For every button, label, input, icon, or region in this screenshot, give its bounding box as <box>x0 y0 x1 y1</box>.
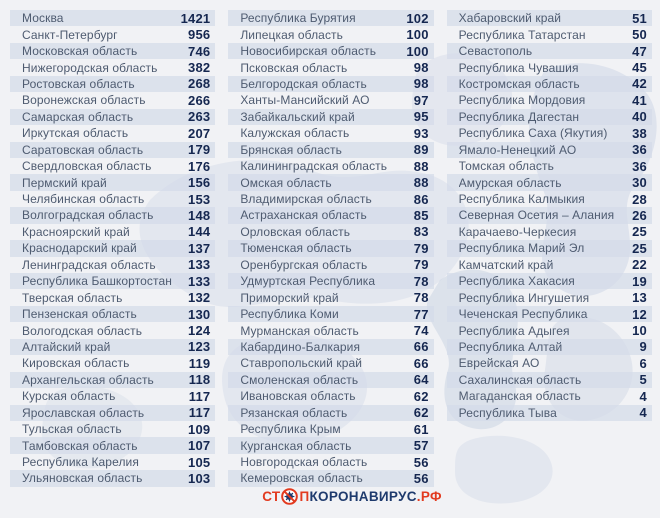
region-value: 100 <box>406 27 429 43</box>
region-name: Ярославская область <box>22 405 145 420</box>
region-value: 100 <box>406 43 429 59</box>
region-value: 263 <box>188 109 211 125</box>
stats-column-2 <box>228 10 433 487</box>
region-value: 123 <box>188 339 211 355</box>
region-name: Удмуртская Республика <box>240 274 376 289</box>
region-value: 956 <box>188 27 211 43</box>
table-row <box>447 388 652 404</box>
region-name: Карачаево-Черкесия <box>458 224 577 239</box>
region-name: Алтайский край <box>22 339 111 354</box>
region-name: Ставропольский край <box>240 356 363 371</box>
table-row <box>447 76 652 92</box>
region-value: 83 <box>413 224 429 240</box>
region-value: 56 <box>413 470 429 486</box>
region-name: Ульяновская область <box>22 471 143 486</box>
region-name: Республика Алтай <box>458 339 563 354</box>
region-value: 28 <box>632 191 647 207</box>
table-row <box>10 10 215 26</box>
table-row <box>447 142 652 158</box>
region-value: 119 <box>188 355 211 371</box>
region-value: 207 <box>188 125 211 141</box>
region-name: Новосибирская область <box>240 44 377 59</box>
region-name: Курганская область <box>240 438 352 453</box>
table-row <box>447 26 652 42</box>
region-value: 98 <box>413 60 429 76</box>
table-row <box>10 109 215 125</box>
region-name: Кемеровская область <box>240 471 363 486</box>
region-value: 176 <box>188 158 211 174</box>
region-value: 117 <box>188 388 211 404</box>
table-row <box>228 10 433 26</box>
table-row <box>447 372 652 388</box>
region-value: 40 <box>632 109 647 125</box>
table-row <box>447 207 652 223</box>
region-value: 50 <box>632 27 647 43</box>
region-name: Санкт-Петербург <box>22 27 118 42</box>
region-value: 22 <box>632 257 647 273</box>
stats-column-1 <box>10 10 215 487</box>
region-name: Архангельская область <box>22 372 154 387</box>
region-value: 62 <box>413 388 429 404</box>
table-row <box>10 470 215 486</box>
region-name: Республика Хакасия <box>458 274 575 289</box>
table-row <box>228 470 433 486</box>
table-row <box>10 59 215 75</box>
region-value: 10 <box>632 323 647 339</box>
region-name: Волгоградская область <box>22 208 154 223</box>
region-value: 38 <box>632 125 647 141</box>
table-row <box>10 224 215 240</box>
region-name: Хабаровский край <box>458 11 562 26</box>
region-name: Кировская область <box>22 356 130 371</box>
region-name: Республика Татарстан <box>458 27 586 42</box>
table-row <box>228 174 433 190</box>
region-name: Астраханская область <box>240 208 367 223</box>
table-row <box>447 174 652 190</box>
region-value: 30 <box>632 175 647 191</box>
region-value: 86 <box>413 191 429 207</box>
region-name: Забайкальский край <box>240 109 355 124</box>
table-row <box>447 240 652 256</box>
logo-container <box>0 488 660 505</box>
region-value: 105 <box>188 454 211 470</box>
table-row <box>447 306 652 322</box>
region-value: 88 <box>413 175 429 191</box>
region-name: Пензенская область <box>22 307 137 322</box>
region-name: Иркутская область <box>22 126 129 141</box>
table-row <box>228 26 433 42</box>
table-row <box>447 322 652 338</box>
logo-text-koronavirus: КОРОНАВИРУС <box>309 489 417 504</box>
region-value: 12 <box>632 306 647 322</box>
region-value: 102 <box>406 10 429 26</box>
table-row <box>447 158 652 174</box>
table-row <box>10 388 215 404</box>
region-name: Калужская область <box>240 126 350 141</box>
region-name: Омская область <box>240 175 332 190</box>
logo-text-st: СТ <box>262 489 281 504</box>
region-value: 36 <box>632 142 647 158</box>
region-value: 109 <box>188 421 211 437</box>
table-row <box>447 125 652 141</box>
region-name: Кабардино-Балкария <box>240 339 361 354</box>
table-row <box>447 191 652 207</box>
region-value: 79 <box>413 257 429 273</box>
region-name: Республика Тыва <box>458 405 557 420</box>
region-name: Самарская область <box>22 109 134 124</box>
region-value: 13 <box>632 290 647 306</box>
region-name: Республика Калмыкия <box>458 192 585 207</box>
region-value: 156 <box>188 175 211 191</box>
region-name: Ивановская область <box>240 389 356 404</box>
region-value: 47 <box>632 43 647 59</box>
region-value: 79 <box>413 240 429 256</box>
region-name: Республика Ингушетия <box>458 290 590 305</box>
table-row <box>447 339 652 355</box>
region-value: 4 <box>639 388 647 404</box>
table-row <box>228 421 433 437</box>
region-name: Республика Карелия <box>22 455 139 470</box>
region-value: 95 <box>413 109 429 125</box>
table-row <box>228 76 433 92</box>
region-value: 746 <box>188 43 211 59</box>
table-row <box>447 257 652 273</box>
table-row <box>228 191 433 207</box>
region-value: 74 <box>413 323 429 339</box>
region-name: Мурманская область <box>240 323 359 338</box>
table-row <box>447 405 652 421</box>
region-name: Московская область <box>22 44 138 59</box>
table-row <box>10 174 215 190</box>
region-value: 62 <box>413 405 429 421</box>
region-name: Курская область <box>22 389 116 404</box>
region-name: Ленинградская область <box>22 257 156 272</box>
region-value: 144 <box>188 224 211 240</box>
region-value: 78 <box>413 290 429 306</box>
table-row <box>228 306 433 322</box>
region-name: Республика Крым <box>240 422 341 437</box>
region-value: 118 <box>188 372 211 388</box>
region-name: Республика Башкортостан <box>22 274 172 289</box>
region-name: Камчатский край <box>458 257 554 272</box>
region-value: 117 <box>188 405 211 421</box>
stopcoronavirus-logo <box>262 488 442 505</box>
region-name: Республика Марий Эл <box>458 241 585 256</box>
region-value: 56 <box>413 454 429 470</box>
region-name: Ханты-Мансийский АО <box>240 93 370 108</box>
table-row <box>10 207 215 223</box>
region-name: Северная Осетия – Алания <box>458 208 615 223</box>
region-value: 97 <box>413 92 429 108</box>
region-name: Чеченская Республика <box>458 307 588 322</box>
region-name: Калининградская область <box>240 159 388 174</box>
region-value: 88 <box>413 158 429 174</box>
region-name: Орловская область <box>240 224 351 239</box>
table-row <box>10 26 215 42</box>
table-row <box>228 322 433 338</box>
region-name: Севастополь <box>458 44 533 59</box>
region-value: 89 <box>413 142 429 158</box>
region-value: 132 <box>188 290 211 306</box>
table-row <box>228 224 433 240</box>
region-name: Владимирская область <box>240 192 372 207</box>
table-row <box>10 372 215 388</box>
region-name: Амурская область <box>458 175 562 190</box>
region-name: Рязанская область <box>240 405 348 420</box>
region-name: Сахалинская область <box>458 372 582 387</box>
region-name: Республика Бурятия <box>240 11 356 26</box>
region-value: 57 <box>413 438 429 454</box>
table-row <box>447 10 652 26</box>
region-name: Ямало-Ненецкий АО <box>458 142 577 157</box>
region-name: Свердловская область <box>22 159 152 174</box>
region-name: Липецкая область <box>240 27 344 42</box>
region-value: 36 <box>632 158 647 174</box>
table-row <box>10 454 215 470</box>
table-row <box>447 92 652 108</box>
region-name: Тамбовская область <box>22 438 138 453</box>
table-row <box>228 355 433 371</box>
region-value: 61 <box>413 421 429 437</box>
table-row <box>447 289 652 305</box>
table-row <box>10 142 215 158</box>
table-row <box>228 273 433 289</box>
table-row <box>10 289 215 305</box>
table-row <box>10 322 215 338</box>
table-row <box>228 289 433 305</box>
region-value: 85 <box>413 207 429 223</box>
region-value: 153 <box>188 191 211 207</box>
table-row <box>10 339 215 355</box>
region-value: 268 <box>188 76 211 92</box>
table-row <box>228 59 433 75</box>
region-value: 41 <box>632 92 647 108</box>
region-value: 103 <box>188 470 211 486</box>
region-name: Республика Мордовия <box>458 93 586 108</box>
region-name: Магаданская область <box>458 389 581 404</box>
region-name: Оренбургская область <box>240 257 368 272</box>
region-name: Костромская область <box>458 76 580 91</box>
region-value: 26 <box>632 207 647 223</box>
table-row <box>228 92 433 108</box>
region-name: Псковская область <box>240 60 348 75</box>
region-name: Вологодская область <box>22 323 143 338</box>
region-value: 98 <box>413 76 429 92</box>
region-name: Республика Коми <box>240 307 339 322</box>
region-value: 130 <box>188 306 211 322</box>
table-row <box>228 405 433 421</box>
table-row <box>10 437 215 453</box>
table-row <box>10 306 215 322</box>
table-row <box>10 158 215 174</box>
region-name: Приморский край <box>240 290 339 305</box>
region-name: Тюменская область <box>240 241 352 256</box>
region-name: Новгородская область <box>240 455 368 470</box>
table-row <box>447 59 652 75</box>
region-value: 5 <box>639 372 647 388</box>
region-name: Москва <box>22 11 64 26</box>
table-row <box>10 125 215 141</box>
region-name: Нижегородская область <box>22 60 158 75</box>
region-value: 133 <box>188 257 211 273</box>
table-row <box>228 388 433 404</box>
region-value: 19 <box>632 273 647 289</box>
table-row <box>10 421 215 437</box>
region-name: Республика Дагестан <box>458 109 580 124</box>
table-row <box>447 109 652 125</box>
region-value: 266 <box>188 92 211 108</box>
region-value: 25 <box>632 224 647 240</box>
region-value: 25 <box>632 240 647 256</box>
region-value: 124 <box>188 323 211 339</box>
region-value: 133 <box>188 273 211 289</box>
region-name: Республика Саха (Якутия) <box>458 126 608 141</box>
region-value: 6 <box>639 355 647 371</box>
region-value: 148 <box>188 207 211 223</box>
region-value: 4 <box>639 405 647 421</box>
table-row <box>228 109 433 125</box>
region-name: Тверская область <box>22 290 123 305</box>
virus-prohibition-icon <box>281 488 298 505</box>
table-row <box>447 43 652 59</box>
region-name: Еврейская АО <box>458 356 540 371</box>
region-value: 179 <box>188 142 211 158</box>
table-row <box>10 355 215 371</box>
region-value: 9 <box>639 339 647 355</box>
stats-column-3 <box>447 10 652 487</box>
table-row <box>228 257 433 273</box>
table-row <box>228 454 433 470</box>
table-row <box>228 207 433 223</box>
region-value: 77 <box>413 306 429 322</box>
region-name: Красноярский край <box>22 224 130 239</box>
region-value: 382 <box>188 60 211 76</box>
table-row <box>447 355 652 371</box>
region-name: Саратовская область <box>22 142 144 157</box>
table-row <box>228 437 433 453</box>
table-row <box>10 43 215 59</box>
region-value: 93 <box>413 125 429 141</box>
region-name: Пермский край <box>22 175 107 190</box>
table-row <box>10 76 215 92</box>
logo-text-p: П <box>299 489 310 504</box>
table-row <box>447 273 652 289</box>
table-row <box>10 191 215 207</box>
region-value: 51 <box>632 10 647 26</box>
table-row <box>228 125 433 141</box>
stats-columns <box>0 10 660 487</box>
region-value: 1421 <box>180 10 211 26</box>
table-row <box>228 372 433 388</box>
table-row <box>228 158 433 174</box>
table-row <box>228 240 433 256</box>
region-value: 42 <box>632 76 647 92</box>
region-name: Краснодарский край <box>22 241 137 256</box>
region-name: Челябинская область <box>22 192 145 207</box>
region-name: Ростовская область <box>22 76 135 91</box>
table-row <box>228 43 433 59</box>
region-name: Республика Адыгея <box>458 323 570 338</box>
region-name: Брянская область <box>240 142 342 157</box>
region-name: Тульская область <box>22 422 122 437</box>
logo-text-rf: .РФ <box>416 489 442 504</box>
region-name: Томская область <box>458 159 554 174</box>
table-row <box>10 257 215 273</box>
region-name: Республика Чувашия <box>458 60 579 75</box>
region-value: 78 <box>413 273 429 289</box>
region-value: 66 <box>413 339 429 355</box>
table-row <box>10 92 215 108</box>
region-name: Воронежская область <box>22 93 146 108</box>
table-row <box>10 240 215 256</box>
region-value: 66 <box>413 355 429 371</box>
region-name: Белгородская область <box>240 76 367 91</box>
table-row <box>10 405 215 421</box>
region-value: 64 <box>413 372 429 388</box>
table-row <box>228 142 433 158</box>
table-row <box>228 339 433 355</box>
region-name: Смоленская область <box>240 372 359 387</box>
table-row <box>447 224 652 240</box>
table-row <box>10 273 215 289</box>
region-value: 137 <box>188 240 211 256</box>
region-value: 45 <box>632 60 647 76</box>
region-value: 107 <box>188 438 211 454</box>
